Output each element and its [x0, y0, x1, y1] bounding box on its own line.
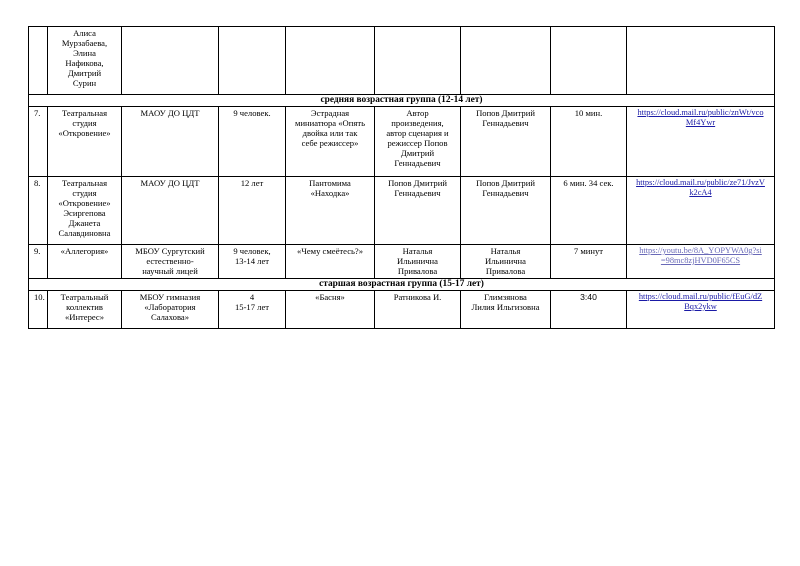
text-line: 4 — [249, 292, 255, 302]
cell-work — [286, 27, 375, 95]
cell-leader — [461, 291, 551, 329]
section-header-middle: средняя возрастная группа (12-14 лет) — [29, 95, 775, 107]
cell-people — [219, 177, 286, 245]
participant-line: Элина — [73, 48, 96, 58]
text-line: 15-17 лет — [234, 302, 270, 312]
cell-work — [286, 177, 375, 245]
cell-people — [219, 291, 286, 329]
text-line: Ильинична — [397, 256, 438, 266]
text-line: Эсиргепова — [63, 208, 106, 218]
cell-work — [286, 245, 375, 279]
row-number: 7. — [29, 107, 48, 177]
text-line: Лилия Ильгизовна — [471, 302, 540, 312]
text-line: «Откровение» — [58, 198, 111, 208]
text-line: Театральный — [60, 292, 109, 302]
text-line: автор сценария и — [386, 128, 449, 138]
text-line: 12 лет — [240, 178, 264, 188]
cell-duration: 3:40 — [551, 291, 627, 329]
link-line[interactable]: k2cA4 — [689, 188, 712, 197]
link-line[interactable]: Mf4Ywr — [685, 118, 716, 127]
section-row — [29, 95, 775, 107]
text-line: миниатюра «Опять — [295, 118, 365, 128]
participant-line: Дмитрий — [67, 68, 102, 78]
cell-collective — [48, 177, 122, 245]
text-line: Ратникова И. — [393, 292, 442, 302]
text-line: «Чему смеётесь?» — [296, 246, 364, 256]
table-row — [29, 107, 775, 177]
participant-line: Сурин — [72, 78, 97, 88]
text-line: Попов Дмитрий — [476, 108, 535, 118]
text-line: Салахова» — [150, 312, 190, 322]
text-line: МАОУ ДО ЦДТ — [140, 108, 200, 118]
cell-institution — [122, 107, 219, 177]
text-line: Попов Дмитрий — [476, 178, 535, 188]
cell-collective — [48, 245, 122, 279]
link-line[interactable]: https://cloud.mail.ru/public/fEuG/dZ — [638, 292, 763, 301]
text-line: режиссер Попов — [387, 138, 448, 148]
text-line: Геннадьевич — [394, 158, 441, 168]
cell-author — [375, 107, 461, 177]
cell-duration — [551, 27, 627, 95]
participant-line: Мурзабаева, — [61, 38, 108, 48]
section-row — [29, 279, 775, 291]
cell-leader — [461, 107, 551, 177]
text-line: Геннадьевич — [394, 188, 441, 198]
cell-collective — [48, 107, 122, 177]
text-line: 13-14 лет — [234, 256, 270, 266]
cell-institution — [122, 245, 219, 279]
text-line: Театральная — [61, 108, 108, 118]
video-link[interactable] — [627, 291, 775, 329]
video-link[interactable] — [627, 107, 775, 177]
text-line: Пантомима — [309, 178, 351, 188]
participant-line: Алиса — [73, 28, 96, 38]
text-line: двойка или так — [302, 128, 358, 138]
text-line: 9 человек. — [233, 108, 271, 118]
text-line: МБОУ Сургутский — [135, 246, 205, 256]
cell-work — [286, 291, 375, 329]
text-line: студия — [72, 188, 97, 198]
table-row — [29, 291, 775, 329]
text-line: Ильинична — [485, 256, 526, 266]
cell-institution — [122, 291, 219, 329]
cell-leader — [461, 27, 551, 95]
row-number: 9. — [29, 245, 48, 279]
text-line: «Басня» — [315, 292, 345, 302]
text-line: «Интерес» — [64, 312, 105, 322]
link-line[interactable]: https://youtu.be/8A_YOPYWA0g?si — [639, 246, 762, 255]
text-line: Попов Дмитрий — [388, 178, 447, 188]
table-row — [29, 27, 775, 95]
video-link[interactable] — [627, 177, 775, 245]
cell-num — [29, 27, 48, 95]
video-link[interactable] — [627, 245, 775, 279]
text-line: «Находка» — [310, 188, 350, 198]
text-line: Эстрадная — [310, 108, 350, 118]
cell-people — [219, 107, 286, 177]
text-line: «Откровение» — [58, 128, 111, 138]
cell-duration: 7 минут — [551, 245, 627, 279]
text-line: МБОУ гимназия — [139, 292, 201, 302]
text-line: научный лицей — [142, 266, 198, 276]
cell-collective — [48, 291, 122, 329]
text-line: коллектив — [66, 302, 103, 312]
text-line: «Аллегория» — [60, 246, 109, 256]
cell-author — [375, 27, 461, 95]
link-line[interactable]: https://cloud.mail.ru/public/ze71/JvzV — [636, 178, 765, 187]
text-line: МАОУ ДО ЦДТ — [140, 178, 200, 188]
table-row — [29, 177, 775, 245]
text-line: 9 человек, — [233, 246, 271, 256]
text-line: Дмитрий — [400, 148, 435, 158]
cell-leader — [461, 177, 551, 245]
link-line[interactable]: https://cloud.mail.ru/public/znWt/vco — [637, 108, 764, 117]
text-line: Привалова — [397, 266, 438, 276]
cell-institution — [122, 27, 219, 95]
text-line: Глимзянова — [484, 292, 527, 302]
cell-duration: 10 мин. — [551, 107, 627, 177]
link-line[interactable]: =98mc8zjHVD0F65CS — [660, 256, 741, 265]
text-line: Автор — [406, 108, 429, 118]
text-line: Наталья — [490, 246, 521, 256]
cell-people — [219, 245, 286, 279]
section-header-senior: старшая возрастная группа (15-17 лет) — [29, 279, 775, 291]
cell-people — [219, 27, 286, 95]
participant-line: Нафикова, — [65, 58, 104, 68]
row-number: 10. — [29, 291, 48, 329]
link-line[interactable]: Bqx2ykw — [684, 302, 717, 311]
text-line: Привалова — [485, 266, 526, 276]
text-line: Наталья — [402, 246, 433, 256]
cell-leader — [461, 245, 551, 279]
cell-work — [286, 107, 375, 177]
participants-table — [28, 26, 775, 329]
text-line: естественно- — [146, 256, 194, 266]
text-line: Театральная — [61, 178, 108, 188]
text-line: Джанета — [68, 218, 101, 228]
table-row — [29, 245, 775, 279]
cell-duration: 6 мин. 34 сек. — [551, 177, 627, 245]
text-line: себе режиссер» — [301, 138, 359, 148]
text-line: Геннадьевич — [482, 188, 529, 198]
text-line: произведения, — [391, 118, 444, 128]
text-line: студия — [72, 118, 97, 128]
cell-author — [375, 291, 461, 329]
row-number: 8. — [29, 177, 48, 245]
cell-author — [375, 177, 461, 245]
text-line: «Лаборатория — [144, 302, 196, 312]
cell-link — [627, 27, 775, 95]
text-line: Геннадьевич — [482, 118, 529, 128]
text-line: Салавдиновна — [58, 228, 111, 238]
cell-author — [375, 245, 461, 279]
cell-participants — [48, 27, 122, 95]
cell-institution — [122, 177, 219, 245]
